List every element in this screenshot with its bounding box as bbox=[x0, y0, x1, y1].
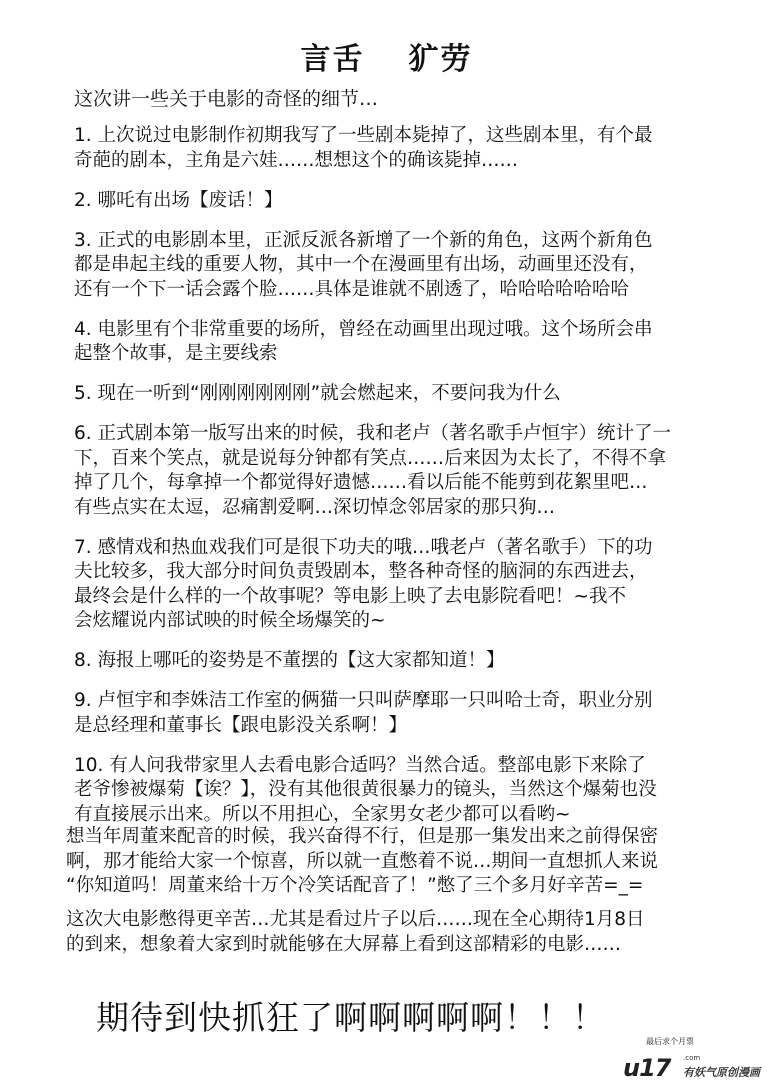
list-item: 1. 上次说过电影制作初期我写了一些剧本毙掉了，这些剧本里，有个最 奇葩的剧本，主角是六娃……想想这个的确该毙掉…… bbox=[74, 125, 653, 171]
list-item: 3. 正式的电影剧本里，正派反派各新增了一个新的角色，这两个新角色 都是串起主线的重要人物，其中一个在漫画里有出场，动画里还没有， 还有一个下一话会露个脸……具体是谁就不剧透了，哈哈哈哈哈哈哈 bbox=[74, 229, 653, 300]
list-item: 2. 哪吒有出场【废话！】 bbox=[74, 189, 283, 211]
list-item: 4. 电影里有个非常重要的场所，曾经在动画里出现过哦。这个场所会串 起整个故事，是主要线索 bbox=[74, 318, 653, 364]
logo-mark: u17 bbox=[623, 1054, 671, 1082]
list-item: 8. 海报上哪吒的姿势是不董摆的【这大家都知道！】 bbox=[74, 650, 505, 671]
list-item: 6. 正式剧本第一版写出来的时候，我和老卢（著名歌手卢恒宇）统计了一 下，百来个笑点，就是说每分钟都有笑点……后来因为太长了，不得不拿 掉了几个，每拿掉一个都觉得好遗憾……看以后能不能剪到花絮里吧… 有些点实在太逗，忍痛割爱啊…深切悼念邻居家的那只狗… bbox=[74, 423, 672, 518]
list-item: 9. 卢恒宇和李姝洁工作室的俩猫一只叫萨摩耶一只叫哈士奇，职业分别 是总经理和董事长【跟电影没关系啊！】 bbox=[74, 690, 653, 736]
closing-shout: 期待到快抓狂了啊啊啊啊啊！！！ bbox=[96, 998, 606, 1037]
title-left: 言舌 bbox=[300, 42, 365, 77]
monthly-ticket-note: 最后求个月票 bbox=[646, 1037, 694, 1046]
title-right: 犷劳 bbox=[408, 42, 473, 77]
u17-logo bbox=[623, 1054, 763, 1082]
intro-text: 这次讲一些关于电影的奇怪的细节… bbox=[74, 88, 379, 110]
list-item: 7. 感情戏和热血戏我们可是很下功夫的哦…哦老卢（著名歌手）下的功 夫比较多，我大部分时间负责毁剧本，整各种奇怪的脑洞的东西进去， 最终会是什么样的一个故事呢？等电影上映了去电影院看吧！~我不 会炫耀说内部试映的时候全场爆笑的~ bbox=[74, 536, 653, 631]
item-list bbox=[74, 124, 714, 843]
list-item: 10. 有人问我带家里人去看电影合适吗？当然合适。整部电影下来除了 老爷惨被爆菊【诶？】，没有其他很黄很暴力的镜头，当然这个爆菊也没 有直接展示出来。所以不用担心，全家男女老少都可以看哟~ bbox=[74, 754, 657, 825]
page-title bbox=[0, 34, 773, 78]
outro-paragraph: 这次大电影憋得更辛苦…尤其是看过片子以后……现在全心期待1月8日 的到来，想象着大家到时就能够在大屏幕上看到这部精彩的电影…… bbox=[66, 909, 645, 955]
list-item: 5. 现在一听到“刚刚刚刚刚刚”就会燃起来，不要问我为什么 bbox=[74, 383, 561, 404]
logo-domain: .com bbox=[683, 1054, 701, 1062]
logo-tagline: 有妖气原创漫画 bbox=[683, 1066, 760, 1079]
outro-paragraph: 想当年周董来配音的时候，我兴奋得不行，但是那一集发出来之前得保密 啊，那才能给大家一个惊喜，所以就一直憋着不说…期间一直想抓人来说 “你知道吗！周董来给十万个冷笑话配音了！”憋了三个多月好辛苦=_= bbox=[66, 826, 659, 896]
